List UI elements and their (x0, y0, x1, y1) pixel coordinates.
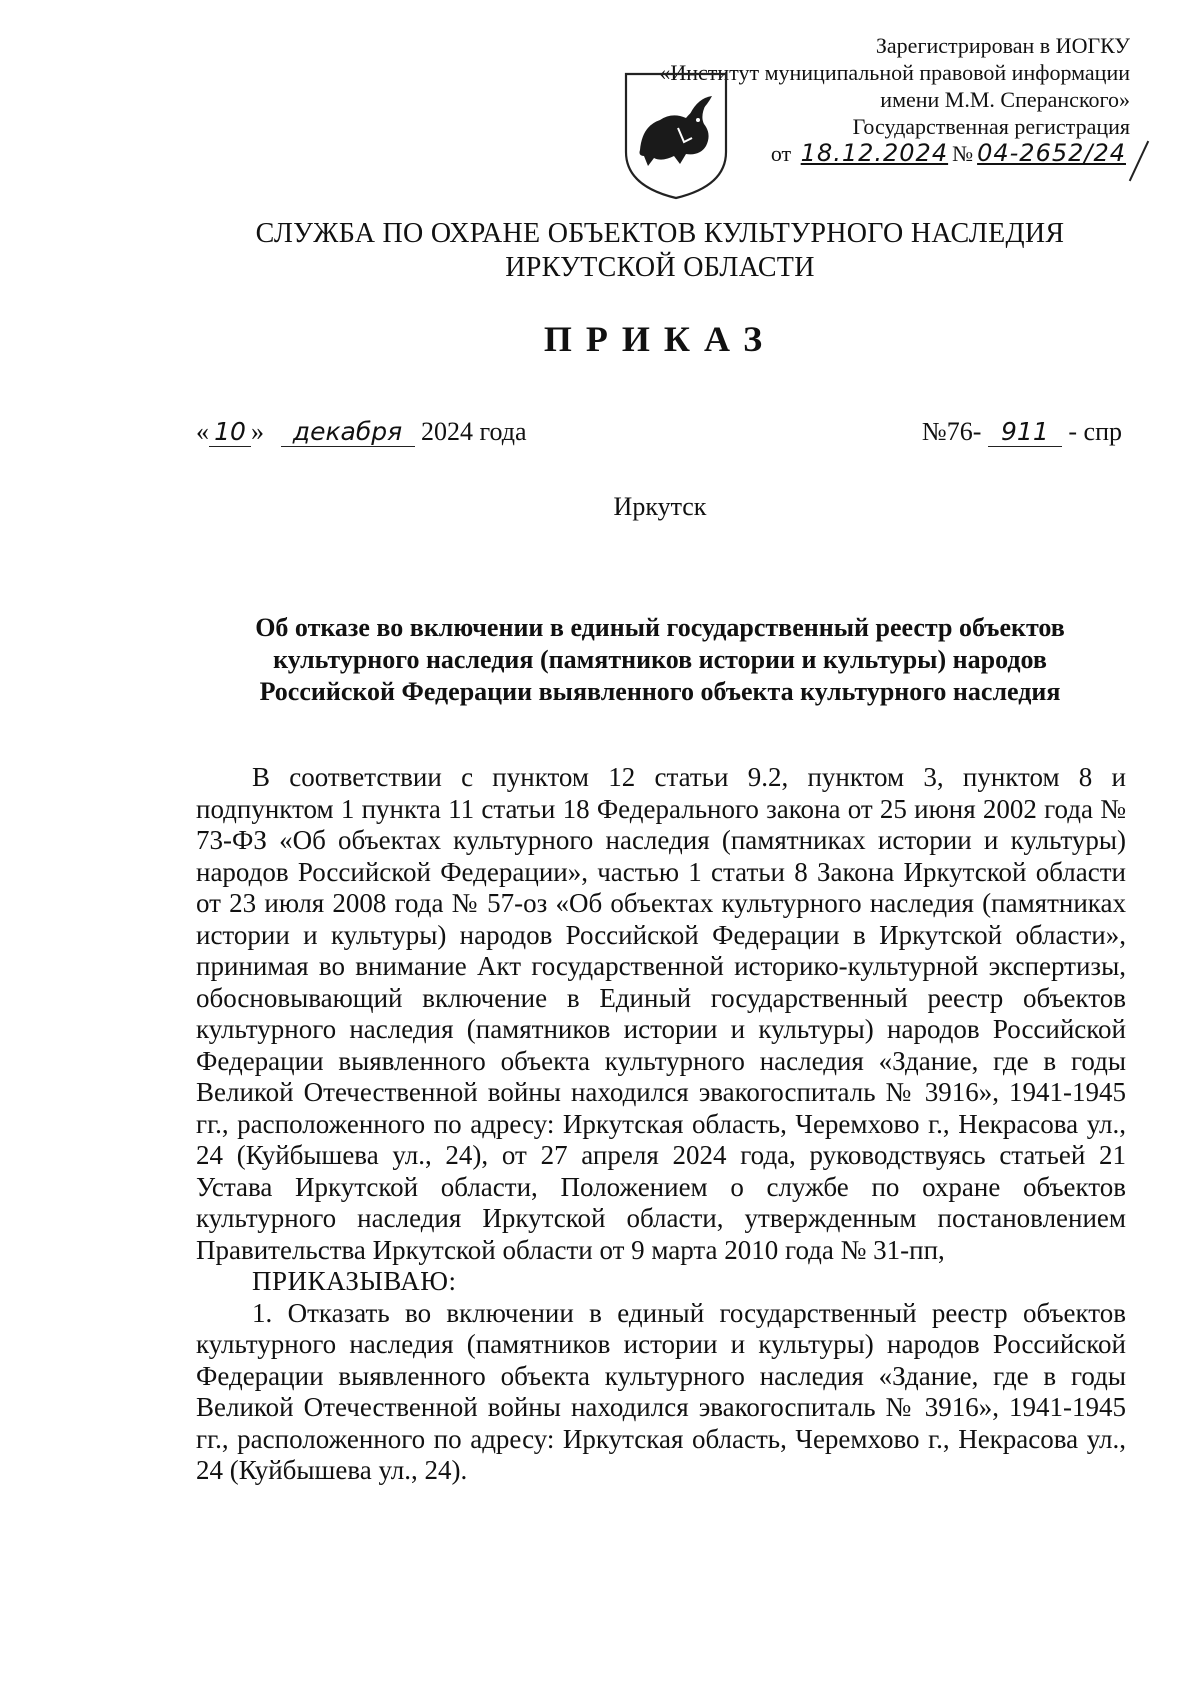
registration-line-1: Зарегистрирован в ИОГКУ (875, 33, 1130, 58)
agency-line-1: СЛУЖБА ПО ОХРАНЕ ОБЪЕКТОВ КУЛЬТУРНОГО НАСЛЕДИЯ (255, 218, 1065, 249)
pen-stroke (1129, 141, 1149, 182)
order-number-suffix: - спр (1068, 417, 1122, 446)
date-close-quote: » (251, 417, 264, 446)
order-year: 2024 года (421, 417, 527, 446)
registration-line-3: имени М.М. Сперанского» (880, 87, 1130, 112)
subject-line-2: культурного наследия (памятников истории и культуры) народов (273, 645, 1047, 674)
clause-1: 1. Отказать во включении в единый государственный реестр объектов культурного наследия (памятников истории и культуры) народов Российской Федерации выявленного объекта культурного наследия «Здание, где в годы Великой Отечественной войны находился эвакогоспиталь № 3916», 1941-1945 гг., расположенного по адресу: Иркутская область, Черемхово г., Некрасова ул., 24 (Куйбышева ул., 24). (196, 1297, 1126, 1485)
order-date (196, 417, 527, 447)
order-number-prefix: №76- (921, 417, 982, 446)
city: Иркутск (613, 492, 707, 521)
registration-date-prefix: от (770, 141, 792, 166)
subject-line-1: Об отказе во включении в единый государственный реестр объектов (255, 613, 1065, 642)
order-body (196, 762, 1126, 1487)
order-month: декабря (281, 418, 415, 447)
registration-line-2: «Институт муниципальной правовой информации (659, 60, 1130, 85)
order-number (922, 417, 1122, 447)
document-type: ПРИКАЗ (543, 319, 777, 359)
registration-number: 04-2652/24 (977, 139, 1126, 167)
registration-date: 18.12.2024 (800, 139, 949, 167)
agency-name (0, 217, 1200, 285)
preamble-paragraph: В соответствии с пунктом 12 статьи 9.2, пунктом 3, пунктом 8 и подпунктом 1 пункта 11 статьи 18 Федерального закона от 25 июня 2002 года № 73-ФЗ «Об объектах культурного наследия (памятниках истории и культуры) народов Российской Федерации», частью 1 статьи 8 Закона Иркутской области от 23 июля 2008 года № 57-оз «Об объектах культурного наследия (памятниках истории и культуры) народов Российской Федерации в Иркутской области», принимая во внимание Акт государственной историко-культурной экспертизы, обосновывающий включение в Единый государственный реестр объектов культурного наследия (памятников истории и культуры) народов Российской Федерации выявленного объекта культурного наследия «Здание, где в годы Великой Отечественной войны находился эвакогоспиталь № 3916», 1941-1945 гг., расположенного по адресу: Иркутская область, Черемхово г., Некрасова ул., 24 (Куйбышева ул., 24), от 27 апреля 2024 года, руководствуясь статьей 21 Устава Иркутской области, Положением о службе по охране объектов культурного наследия Иркутской области, утвержденным постановлением Правительства Иркутской области от 9 марта 2010 года № 31-пп, (196, 762, 1126, 1265)
agency-line-2: ИРКУТСКОЙ ОБЛАСТИ (505, 252, 815, 283)
registration-number-prefix: № (952, 141, 974, 166)
irkutsk-coat-of-arms-icon (620, 68, 732, 204)
registration-line-4: Государственная регистрация (852, 114, 1130, 139)
order-number-value: 911 (988, 418, 1062, 447)
order-word: ПРИКАЗЫВАЮ: (252, 1266, 457, 1296)
order-subject (150, 612, 1170, 708)
order-day: 10 (209, 418, 251, 447)
subject-line-3: Российской Федерации выявленного объекта культурного наследия (259, 677, 1061, 706)
date-open-quote: « (196, 417, 209, 446)
